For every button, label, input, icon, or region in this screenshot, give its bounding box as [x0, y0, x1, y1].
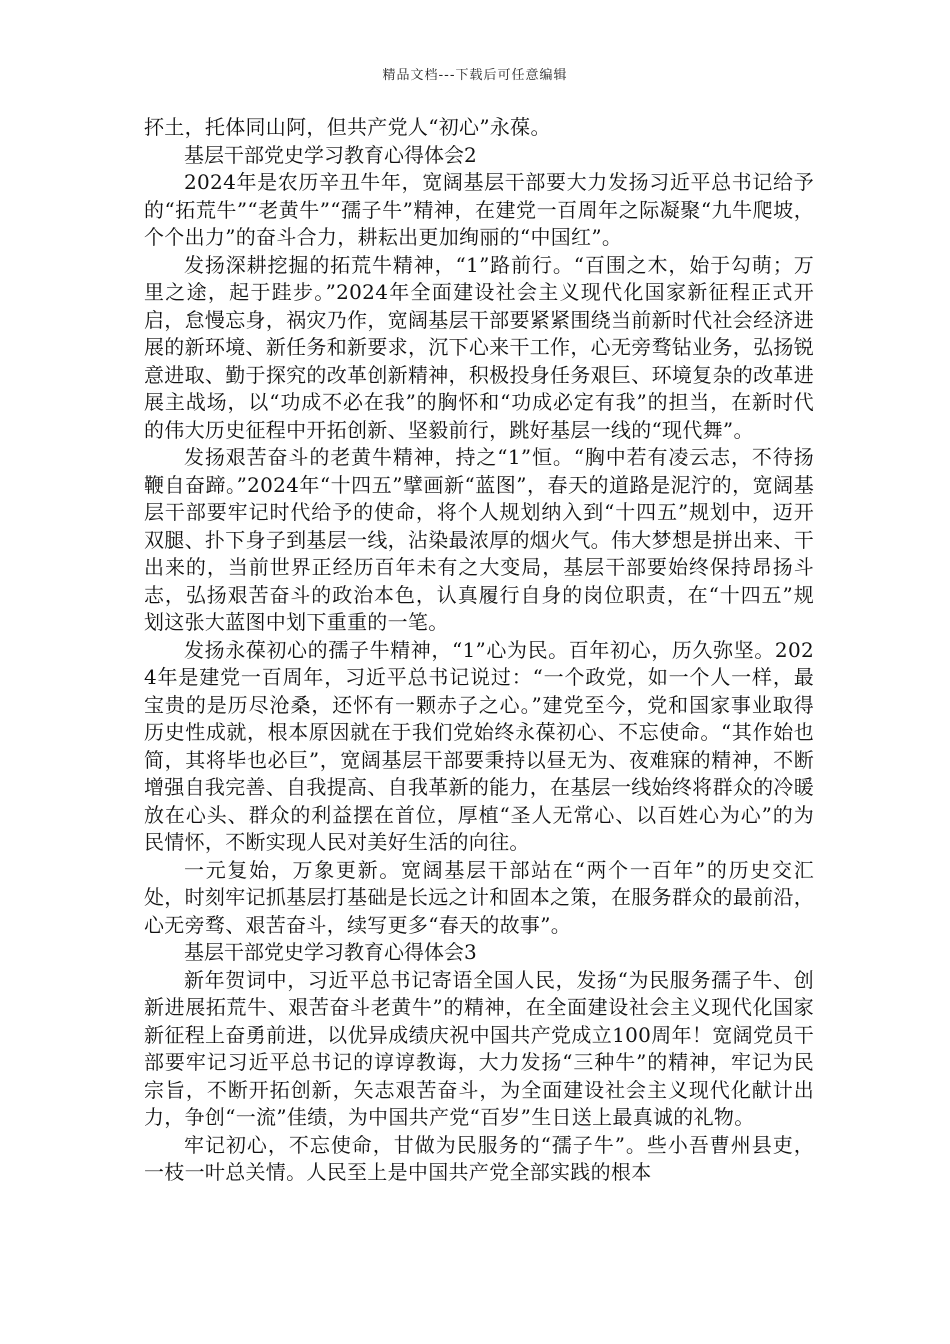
section-heading-2: 基层干部党史学习教育心得体会2 [184, 142, 477, 167]
paragraph: 发扬永葆初心的孺子牛精神，“1”心为民。百年初心，历久弥坚。2024年是建党一百周年，习近平总书记说过：“一个政党，如一个人一样，最宝贵的是历尽沧桑，还怀有一颗赤子之心。”建党至今，党和国家事业取得历史性成就，根本原因就在于我们党始终永葆初心、不忘使命。“其作始也简，其将毕也必巨”，宽阔基层干部要秉持以昼无为、夜难寐的精神，不断增强自我完善、自我提高、自我革新的能力，在基层一线始终将群众的冷暖放在心头、群众的利益摆在首位，厚植“圣人无常心、以百姓心为心”的为民情怀，不断实现人民对美好生活的向往。 [144, 637, 814, 854]
paragraph: 新年贺词中，习近平总书记寄语全国人民，发扬“为民服务孺子牛、创新进展拓荒牛、艰苦奋斗老黄牛”的精神，在全面建设社会主义现代化国家新征程上奋勇前进，以优异成绩庆祝中国共产党成立100周年！宽阔党员干部要牢记习近平总书记的谆谆教诲，大力发扬“三种牛”的精神，牢记为民宗旨，不断开拓创新，矢志艰苦奋斗，为全面建设社会主义现代化献计出力，争创“一流”佳绩，为中国共产党“百岁”生日送上最真诚的礼物。 [144, 967, 814, 1129]
paragraph: 发扬深耕挖掘的拓荒牛精神，“1”路前行。“百围之木，始于勾萌；万里之途，起于跬步。”2024年全面建设社会主义现代化国家新征程正式开启，怠慢忘身，祸灾乃作，宽阔基层干部要紧紧围绕当前新时代社会经济进展的新环境、新任务和新要求，沉下心来干工作，心无旁骛钻业务，弘扬锐意进取、勤于探究的改革创新精神，积极投身任务艰巨、环境复杂的改革进展主战场，以“功成不必在我”的胸怀和“功成必定有我”的担当，在新时代的伟大历史征程中开拓创新、坚毅前行，跳好基层一线的“现代舞”。 [144, 252, 814, 442]
page-header: 精品文档---下载后可任意编辑 [382, 68, 568, 83]
paragraph: 2024年是农历辛丑牛年，宽阔基层干部要大力发扬习近平总书记给予的“拓荒牛”“老黄牛”“孺子牛”精神，在建党一百周年之际凝聚“九牛爬坡，个个出力”的奋斗合力，耕耘出更加绚丽的“中国红”。 [144, 170, 814, 249]
paragraph: 发扬艰苦奋斗的老黄牛精神，持之“1”恒。“胸中若有凌云志，不待扬鞭自奋蹄。”2024年“十四五”擘画新“蓝图”，春天的道路是泥泞的，宽阔基层干部要牢记时代给予的使命，将个人规划纳入到“十四五”规划中，迈开双腿、扑下身子到基层一线，沾染最浓厚的烟火气。伟大梦想是拼出来、干出来的，当前世界正经历百年未有之大变局，基层干部要始终保持昂扬斗志，弘扬艰苦奋斗的政治本色，认真履行自身的岗位职责，在“十四五”规划这张大蓝图中划下重重的一笔。 [144, 445, 814, 634]
paragraph-continuation: 抔土，托体同山阿，但共产党人“初心”永葆。 [144, 115, 551, 139]
document-body [144, 114, 814, 1187]
paragraph: 牢记初心，不忘使命，甘做为民服务的“孺子牛”。些小吾曹州县吏，一枝一叶总关情。人民至上是中国共产党全部实践的根本 [144, 1132, 814, 1184]
paragraph: 一元复始，万象更新。宽阔基层干部站在“两个一百年”的历史交汇处，时刻牢记抓基层打基础是长远之计和固本之策，在服务群众的最前沿，心无旁骛、艰苦奋斗，续写更多“春天的故事”。 [144, 857, 814, 937]
section-heading-3: 基层干部党史学习教育心得体会3 [184, 940, 477, 964]
